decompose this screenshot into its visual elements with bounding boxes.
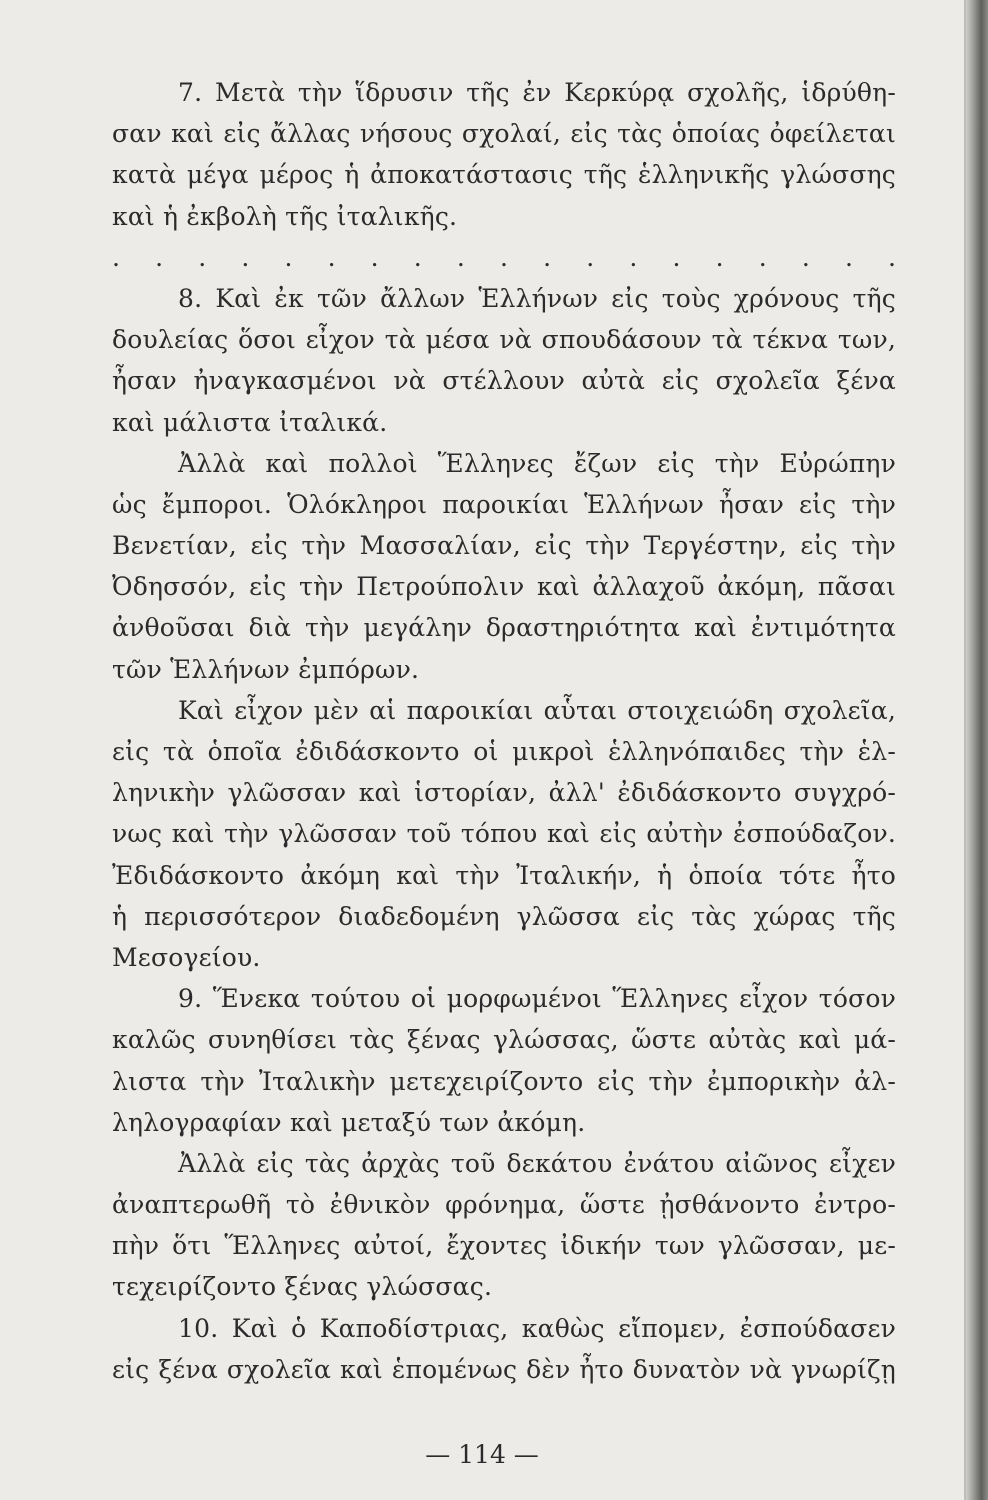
- text-line: 9. Ἕνεκα τούτου οἱ μορφωμένοι Ἕλληνες εἶχον τόσον: [178, 984, 896, 1014]
- text-line: Ἐδιδάσκοντο ἀκόμη καὶ τὴν Ἰταλικήν, ἡ ὁποία τότε ἦτο: [112, 860, 896, 890]
- text-line: τεχειρίζοντο ξένας γλώσσας.: [112, 1272, 493, 1302]
- text-line: ἀναπτερωθῆ τὸ ἐθνικὸν φρόνημα, ὥστε ᾐσθάνοντο ἐντρο-: [112, 1190, 896, 1220]
- text-line: τῶν Ἑλλήνων ἐμπόρων.: [112, 654, 420, 684]
- text-line: σαν καὶ εἰς ἄλλας νήσους σχολαί, εἰς τὰς ὁποίας ὀφείλεται: [112, 119, 896, 149]
- text-line: ληνικὴν γλῶσσαν καὶ ἱστορίαν, ἀλλ' ἐδιδάσκοντο συγχρό-: [112, 778, 896, 808]
- text-line: 7. Μετὰ τὴν ἵδρυσιν τῆς ἐν Κερκύρᾳ σχολῆς, ἱδρύθη-: [178, 78, 896, 107]
- text-line: Ἀλλὰ καὶ πολλοὶ Ἕλληνες ἔζων εἰς τὴν Εὐρώπην: [178, 448, 896, 478]
- text-line: ὡς ἔμποροι. Ὁλόκληροι παροικίαι Ἑλλήνων ἦσαν εἰς τὴν: [112, 489, 896, 519]
- text-line: Βενετίαν, εἰς τὴν Μασσαλίαν, εἰς τὴν Τεργέστην, εἰς τὴν: [112, 531, 896, 561]
- text-line: δουλείας ὅσοι εἶχον τὰ μέσα νὰ σπουδάσουν τὰ τέκνα των,: [112, 325, 896, 355]
- page-text: [112, 72, 896, 1390]
- text-line: 8. Καὶ ἐκ τῶν ἄλλων Ἑλλήνων εἰς τοὺς χρόνους τῆς: [178, 283, 896, 313]
- text-line: καλῶς συνηθίσει τὰς ξένας γλώσσας, ὥστε αὐτὰς καὶ μά-: [112, 1025, 896, 1055]
- text-line: εἰς ξένα σχολεῖα καὶ ἑπομένως δὲν ἦτο δυνατὸν νὰ γνωρίζῃ: [112, 1354, 896, 1384]
- text-line: Ἀλλὰ εἰς τὰς ἀρχὰς τοῦ δεκάτου ἐνάτου αἰῶνος εἶχεν: [178, 1148, 896, 1178]
- text-line: καὶ ἡ ἐκβολὴ τῆς ἰταλικῆς.: [112, 201, 458, 231]
- text-line: εἰς τὰ ὁποῖα ἐδιδάσκοντο οἱ μικροὶ ἑλληνόπαιδες τὴν ἑλ-: [112, 737, 896, 766]
- text-line: Μεσογείου.: [112, 942, 261, 972]
- page-edge-shadow: [966, 0, 988, 1500]
- text-line: πὴν ὅτι Ἕλληνες αὐτοί, ἔχοντες ἰδικήν των γλῶσσαν, με-: [112, 1231, 896, 1261]
- text-line: λιστα τὴν Ἰταλικὴν μετεχειρίζοντο εἰς τὴν ἐμπορικὴν ἀλ-: [112, 1066, 896, 1096]
- text-line: Ὀδησσόν, εἰς τὴν Πετρούπολιν καὶ ἀλλαχοῦ ἀκόμη, πᾶσαι: [112, 572, 896, 602]
- ellipsis-line: . . . . . . . . . . . . . . . . . . .: [112, 242, 896, 272]
- text-line: νως καὶ τὴν γλῶσσαν τοῦ τόπου καὶ εἰς αὐτὴν ἐσπούδαζον.: [112, 819, 896, 849]
- text-line: καὶ μάλιστα ἰταλικά.: [112, 407, 388, 437]
- text-line: Καὶ εἶχον μὲν αἱ παροικίαι αὗται στοιχειώδη σχολεῖα,: [178, 695, 896, 725]
- text-line: ἀνθοῦσαι διὰ τὴν μεγάλην δραστηριότητα καὶ ἐντιμότητα: [112, 613, 896, 643]
- text-line: ἡ περισσότερον διαδεδομένη γλῶσσα εἰς τὰς χώρας τῆς: [112, 901, 896, 931]
- text-line: ληλογραφίαν καὶ μεταξύ των ἀκόμη.: [112, 1107, 586, 1137]
- text-line: κατὰ μέγα μέρος ἡ ἀποκατάστασις τῆς ἑλληνικῆς γλώσσης: [112, 160, 896, 190]
- page-number: — 114 —: [425, 1440, 539, 1469]
- text-line: 10. Καὶ ὁ Καποδίστριας, καθὼς εἴπομεν, ἐσπούδασεν: [178, 1313, 896, 1343]
- text-line: ἦσαν ἠναγκασμένοι νὰ στέλλουν αὐτὰ εἰς σχολεῖα ξένα: [112, 366, 896, 396]
